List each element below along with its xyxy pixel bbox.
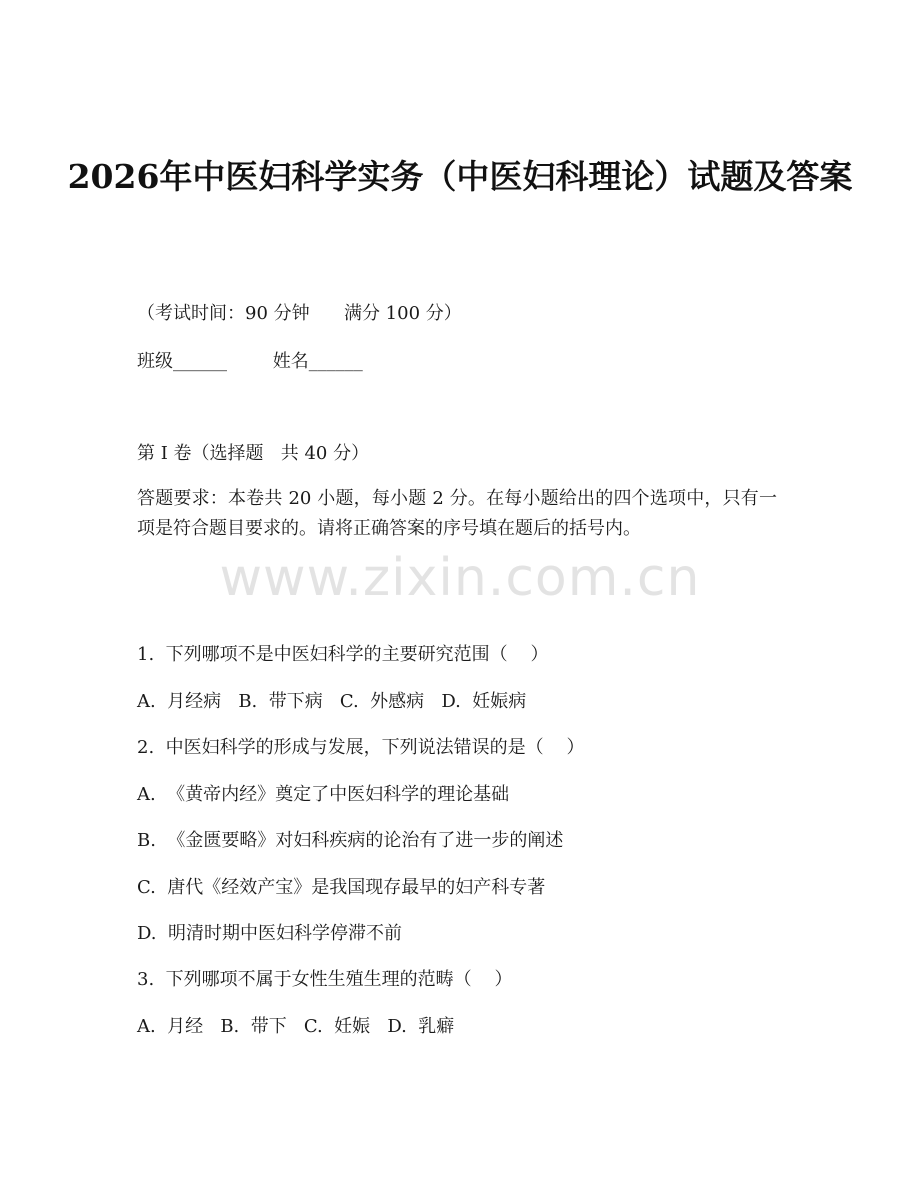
question-option: B. 《金匮要略》对妇科疾病的论治有了进一步的阐述 <box>137 830 564 851</box>
instructions: 答题要求：本卷共 20 小题，每小题 2 分。在每小题给出的四个选项中，只有一项是符合题目要求的。请将正确答案的序号填在题后的括号内。 <box>137 488 777 539</box>
exam-info: （考试时间：90 分钟 满分 100 分） <box>137 303 462 324</box>
question-stem: 2. 中医妇科学的形成与发展，下列说法错误的是（ ） <box>137 737 585 758</box>
question-options: A. 月经 B. 带下 C. 妊娠 D. 乳癖 <box>137 1016 455 1037</box>
question-option: A. 《黄帝内经》奠定了中医妇科学的理论基础 <box>137 784 510 805</box>
section-heading: 第 I 卷（选择题 共 40 分） <box>137 443 370 464</box>
question-option: C. 唐代《经效产宝》是我国现存最早的妇产科专著 <box>137 877 546 898</box>
document-title: 2026年中医妇科学实务（中医妇科理论）试题及答案 <box>67 157 853 196</box>
question-stem: 1. 下列哪项不是中医妇科学的主要研究范围（ ） <box>137 644 549 665</box>
watermark: www.zixin.com.cn <box>219 548 701 608</box>
class-name-line: 班级______ 姓名______ <box>137 351 363 372</box>
question-stem: 3. 下列哪项不属于女性生殖生理的范畴（ ） <box>137 969 513 990</box>
question-options: A. 月经病 B. 带下病 C. 外感病 D. 妊娠病 <box>137 691 527 712</box>
question-option: D. 明清时期中医妇科学停滞不前 <box>137 923 402 944</box>
